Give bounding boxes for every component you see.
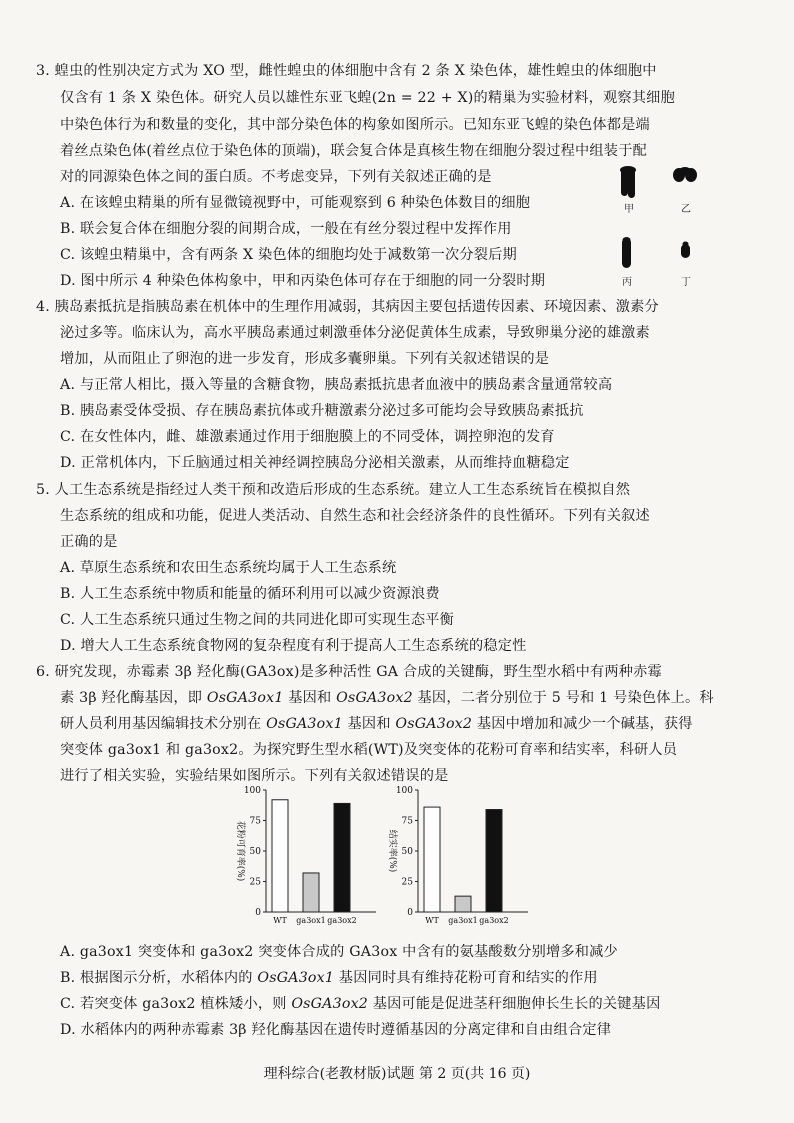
- y-tick-label: 50: [401, 847, 413, 857]
- q6-stem-line: 突变体 ga3ox1 和 ga3ox2。为探究野生型水稻(WT)及突变体的花粉可育率和结实率，科研人员: [60, 742, 678, 758]
- x-tick-label: WT: [425, 916, 439, 925]
- q4-option-c: C. 在女性体内，雌、雄激素通过作用于细胞膜上的不同受体，调控卵泡的发育: [60, 429, 555, 445]
- q5-option-b: B. 人工生态系统中物质和能量的循环利用可以减少资源浪费: [60, 586, 440, 602]
- seed-setting-chart: [380, 782, 540, 934]
- q4-stem-line: 泌过多等。临床认为，高水平胰岛素通过刺激垂体分泌促黄体生成素，导致卵巢分泌的雄激素: [60, 325, 650, 341]
- q3-option-d: D. 图中所示 4 种染色体构象中，甲和丙染色体可存在于细胞的同一分裂时期: [60, 273, 546, 289]
- q6-option-a: A. ga3ox1 突变体和 ga3ox2 突变体合成的 GA3ox 中含有的氨基酸数分别增多和减少: [60, 944, 618, 960]
- y-tick-label: 0: [407, 908, 413, 918]
- q6-stem-line: [60, 688, 714, 708]
- page-footer: 理科综合(老教材版)试题 第 2 页(共 16 页): [263, 1066, 531, 1082]
- gene-name: OsGA3ox2: [336, 690, 413, 706]
- q6-option-b: [60, 968, 598, 988]
- y-tick-label: 75: [401, 816, 413, 827]
- q4-stem-line: 增加，从而阻止了卵泡的进一步发育，形成多囊卵巢。下列有关叙述错误的是: [60, 351, 550, 367]
- q5-stem-line: 5. 人工生态系统是指经过人类干预和改造后形成的生态系统。建立人工生态系统旨在模拟自然: [36, 482, 631, 498]
- q6-stem-line: [60, 714, 693, 734]
- q4-option-d: D. 正常机体内，下丘脑通过相关神经调控胰岛分泌相关激素，从而维持血糖稳定: [60, 455, 570, 471]
- figure-label-jia: 甲: [624, 204, 634, 215]
- figure-label-bing: 丙: [622, 277, 632, 288]
- chromosome-bing: [622, 237, 631, 268]
- y-tick-label: 25: [401, 877, 413, 888]
- bar-ga3ox2: [334, 803, 350, 912]
- bar-ga3ox2: [486, 810, 502, 912]
- q6-option-c: [60, 994, 660, 1014]
- q6-text: 研人员利用基因编辑技术分别在: [60, 716, 267, 732]
- x-tick-label: WT: [273, 916, 287, 925]
- q6-text: 基因同时具有维持花粉可育和结实的作用: [334, 970, 598, 986]
- chromosome-jia: [620, 166, 636, 198]
- x-tick-label: ga3ox1: [296, 916, 326, 925]
- q5-stem-line: 正确的是: [60, 534, 118, 550]
- chromosome-drawing: [600, 160, 720, 290]
- gene-name: OsGA3ox1: [257, 970, 335, 986]
- q6-text: 基因，二者分别位于 5 号和 1 号染色体上。科: [412, 690, 714, 706]
- bar-ga3ox1: [303, 873, 319, 912]
- x-tick-label: ga3ox2: [327, 916, 357, 925]
- y-tick-label: 75: [249, 816, 261, 827]
- x-tick-label: ga3ox1: [448, 916, 478, 925]
- bar-ga3ox1: [455, 896, 471, 912]
- bar-WT: [424, 807, 440, 912]
- q5-stem-line: 生态系统的组成和功能，促进人类活动、自然生态和社会经济条件的良性循环。下列有关叙述: [60, 508, 650, 524]
- q6-text: 基因和: [283, 690, 337, 706]
- q5-option-d: D. 增大人工生态系统食物网的复杂程度有利于提高人工生态系统的稳定性: [60, 638, 527, 654]
- y-tick-label: 0: [255, 908, 261, 918]
- y-axis-label: 花粉可育率(%): [235, 820, 245, 882]
- q6-stem-line: 进行了相关实验，实验结果如图所示。下列有关叙述错误的是: [60, 768, 449, 784]
- y-tick-label: 100: [243, 786, 261, 796]
- q6-text: C. 若突变体 ga3ox2 植株矮小，则: [60, 996, 292, 1012]
- gene-name: OsGA3ox2: [395, 716, 473, 732]
- chromosome-figure: [600, 160, 720, 290]
- y-tick-label: 100: [395, 786, 413, 796]
- q3-stem-line: 着丝点染色体(着丝点位于染色体的顶端)，联会复合体是真核生物在细胞分裂过程中组装于配: [60, 143, 647, 159]
- q3-option-b: B. 联会复合体在细胞分裂的间期合成，一般在有丝分裂过程中发挥作用: [60, 221, 512, 237]
- gene-name: OsGA3ox1: [206, 690, 284, 706]
- q6-text: B. 根据图示分析，水稻体内的: [60, 970, 258, 986]
- q3-option-a: A. 在该蝗虫精巢的所有显微镜视野中，可能观察到 6 种染色体数目的细胞: [60, 195, 531, 211]
- x-tick-label: ga3ox2: [479, 916, 509, 925]
- q6-option-d: D. 水稻体内的两种赤霉素 3β 羟化酶基因在遗传时遵循基因的分离定律和自由组合定律: [60, 1022, 612, 1038]
- q3-stem-line: 3. 蝗虫的性别决定方式为 XO 型，雌性蝗虫的体细胞中含有 2 条 X 染色体，雄性蝗虫的体细胞中: [36, 63, 657, 79]
- chromosome-ding: [681, 242, 690, 259]
- q6-text: 基因可能是促进茎秆细胞伸长生长的关键基因: [368, 996, 661, 1012]
- figure-label-ding: 丁: [681, 277, 691, 288]
- q3-stem-line: 中染色体行为和数量的变化，其中部分染色体的构象如图所示。已知东亚飞蝗的染色体都是端: [60, 117, 650, 133]
- q3-option-c: C. 该蝗虫精巢中，含有两条 X 染色体的细胞均处于减数第一次分裂后期: [60, 247, 517, 263]
- gene-name: OsGA3ox1: [266, 716, 343, 732]
- q3-stem-line: 对的同源染色体之间的蛋白质。不考虑变异，下列有关叙述正确的是: [60, 169, 492, 185]
- q4-option-a: A. 与正常人相比，摄入等量的含糖食物，胰岛素抵抗患者血液中的胰岛素含量通常较高: [60, 377, 613, 393]
- q6-text: 素 3β 羟化酶基因，即: [60, 690, 207, 706]
- y-axis-label: 结实率(%): [387, 829, 397, 873]
- gene-name: OsGA3ox2: [291, 996, 368, 1012]
- q3-stem-line: 仅含有 1 条 X 染色体。研究人员以雄性东亚飞蝗(2n = 22 + X)的精巢为实验材料，观察其细胞: [60, 90, 675, 106]
- bar-WT: [272, 800, 288, 912]
- chromosome-yi: [673, 167, 697, 182]
- q6-stem-line: 6. 研究发现，赤霉素 3β 羟化酶(GA3ox)是多种活性 GA 合成的关键酶，野生型水稻中有两种赤霉: [36, 664, 662, 680]
- q6-text: 基因中增加和减少一个碱基，获得: [472, 716, 693, 732]
- q5-option-c: C. 人工生态系统只通过生物之间的共同进化即可实现生态平衡: [60, 612, 455, 628]
- q5-option-a: A. 草原生态系统和农田生态系统均属于人工生态系统: [60, 560, 397, 576]
- y-tick-label: 50: [249, 847, 261, 857]
- y-tick-label: 25: [249, 877, 261, 888]
- q4-stem-line: 4. 胰岛素抵抗是指胰岛素在机体中的生理作用减弱，其病因主要包括遗传因素、环境因素、激素分: [36, 299, 659, 315]
- pollen-fertility-chart: [228, 782, 388, 934]
- q6-text: 基因和: [342, 716, 396, 732]
- figure-label-yi: 乙: [681, 204, 691, 215]
- q4-option-b: B. 胰岛素受体受损、存在胰岛素抗体或升糖激素分泌过多可能均会导致胰岛素抵抗: [60, 403, 584, 419]
